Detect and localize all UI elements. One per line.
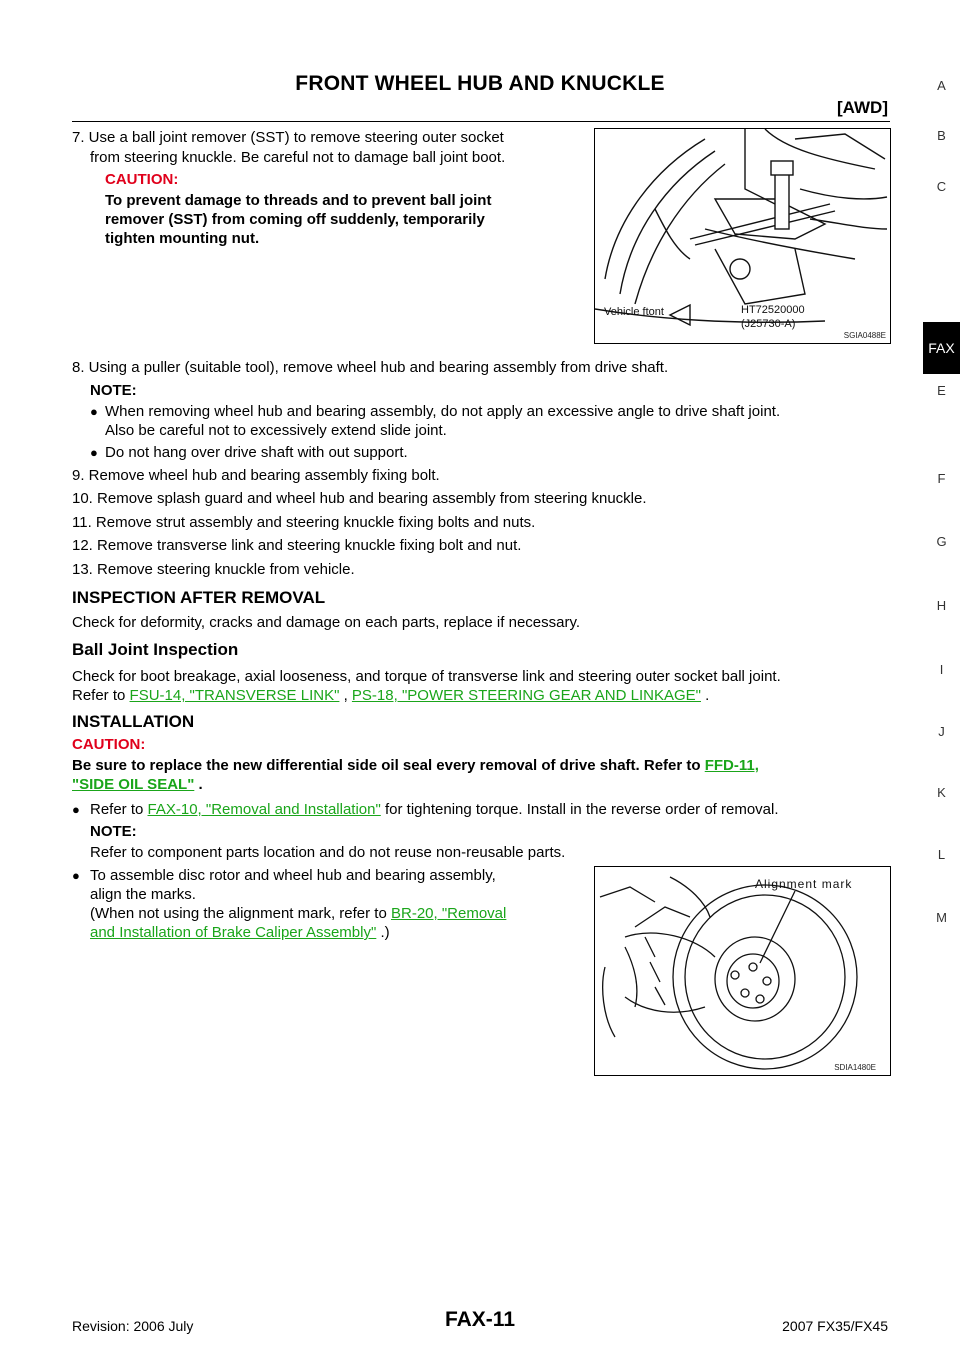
installation-bullet-1: [72, 800, 892, 819]
header-divider: [72, 121, 890, 122]
step-8-bullet-1: [90, 402, 890, 440]
vehicle-front-label: Vehicle ftont: [604, 306, 664, 318]
footer-model: 2007 FX35/FX45: [782, 1318, 888, 1334]
figure-1-id: SGIA0488E: [843, 331, 886, 340]
footer-revision: Revision: 2006 July: [72, 1318, 194, 1334]
step-9: 9. Remove wheel hub and bearing assembly fixing bolt.: [72, 467, 440, 484]
step-7-caution-line-2: remover (SST) from coming off suddenly, temporarily: [105, 211, 485, 228]
link-side-oil-seal[interactable]: "SIDE OIL SEAL": [72, 776, 195, 793]
step-10: 10. Remove splash guard and wheel hub and bearing assembly from steering knuckle.: [72, 490, 647, 507]
step-7-caution-line-3: tighten mounting nut.: [105, 230, 260, 247]
installation-bullet-2-line-2: align the marks.: [90, 886, 196, 903]
index-tab-e[interactable]: E: [937, 383, 946, 398]
step-7-caution-line-1: To prevent damage to threads and to prevent ball joint: [105, 192, 492, 209]
page-title: FRONT WHEEL HUB AND KNUCKLE: [295, 72, 665, 95]
index-tab-fax-active[interactable]: FAX: [923, 322, 960, 374]
disc-rotor-alignment-illustration: [595, 867, 890, 1075]
bullet-icon: ●: [90, 404, 98, 419]
installation-heading: INSTALLATION: [72, 712, 195, 731]
installation-bullet-2-prefix: (When not using the alignment mark, refer to: [90, 905, 387, 922]
installation-bullet-2-line-4: [90, 923, 584, 942]
index-tab-k[interactable]: K: [937, 785, 946, 800]
index-tab-a[interactable]: A: [937, 78, 946, 93]
installation-note-text: Refer to component parts location and do not reuse non-reusable parts.: [90, 844, 566, 861]
installation-caution-line-2: [72, 775, 203, 794]
index-tab-m[interactable]: M: [936, 910, 947, 925]
step-8-bullet-1-line-1: When removing wheel hub and bearing assembly, do not apply an excessive angle to drive shaft joint.: [105, 403, 781, 420]
step-12: 12. Remove transverse link and steering knuckle fixing bolt and nut.: [72, 537, 522, 554]
figure-2-id: SDIA1480E: [834, 1063, 876, 1072]
alignment-mark-label: Alignment mark: [755, 877, 853, 891]
refer-end: .: [705, 687, 710, 704]
step-8-bullet-1-line-2: Also be careful not to excessively extend slide joint.: [105, 422, 447, 439]
index-tab-f[interactable]: F: [937, 471, 946, 486]
installation-caution-line-1: [72, 756, 890, 775]
installation-caution-label: CAUTION:: [72, 736, 146, 753]
installation-bullet-2: [72, 866, 584, 942]
inspection-heading: INSPECTION AFTER REMOVAL: [72, 588, 326, 607]
installation-bullet-1-suffix: for tightening torque. Install in the reverse order of removal.: [384, 801, 779, 818]
installation-bullet-2-line-1: To assemble disc rotor and wheel hub and bearing assembly,: [90, 867, 496, 884]
step-8-bullet-2-text: Do not hang over drive shaft with out support.: [105, 444, 408, 461]
bullet-icon: ●: [72, 802, 80, 817]
link-separator: ,: [343, 687, 348, 704]
index-tab-j[interactable]: J: [938, 724, 945, 739]
ball-joint-remover-figure: [594, 128, 891, 344]
link-fsu-14-transverse-link[interactable]: FSU-14, "TRANSVERSE LINK": [129, 687, 340, 704]
bullet-icon: ●: [90, 445, 98, 460]
ball-joint-heading: Ball Joint Inspection: [72, 640, 239, 659]
index-tab-g[interactable]: G: [936, 534, 947, 549]
step-7-caution-label: CAUTION:: [105, 171, 179, 188]
tool-number-label-alt: (J25730-A): [741, 318, 796, 330]
installation-caution-text: Be sure to replace the new differential side oil seal every removal of drive shaft. Refer to: [72, 757, 701, 774]
step-7-line-1: 7. Use a ball joint remover (SST) to remove steering outer socket: [72, 129, 504, 146]
step-8-text: 8. Using a puller (suitable tool), remove wheel hub and bearing assembly from drive shaft.: [72, 359, 669, 376]
installation-note-label: NOTE:: [90, 823, 137, 840]
step-11: 11. Remove strut assembly and steering knuckle fixing bolts and nuts.: [72, 514, 536, 531]
step-13: 13. Remove steering knuckle from vehicle.: [72, 561, 355, 578]
link-br-20-removal[interactable]: BR-20, "Removal: [390, 905, 507, 922]
installation-bullet-2-line-3: [90, 904, 584, 923]
ball-joint-line-1: Check for boot breakage, axial looseness, and torque of transverse link and steering outer socket ball joint.: [72, 668, 781, 685]
installation-caution-end: .: [198, 776, 203, 793]
link-fax-10-removal-installation[interactable]: FAX-10, "Removal and Installation": [147, 801, 381, 818]
ball-joint-refer-line: [72, 686, 709, 705]
link-ps-18-power-steering[interactable]: PS-18, "POWER STEERING GEAR AND LINKAGE": [351, 687, 701, 704]
installation-bullet-2-end: .): [380, 924, 390, 941]
refer-prefix: Refer to: [72, 687, 126, 704]
index-tab-l[interactable]: L: [937, 847, 946, 862]
inspection-text: Check for deformity, cracks and damage on each parts, replace if necessary.: [72, 614, 581, 631]
index-tab-i[interactable]: I: [939, 662, 944, 677]
tool-number-label: HT72520000: [741, 304, 805, 316]
installation-bullet-1-prefix: Refer to: [90, 801, 144, 818]
footer-page-number: FAX-11: [444, 1308, 516, 1331]
link-br-20-brake-caliper-assembly[interactable]: and Installation of Brake Caliper Assembly": [90, 924, 377, 941]
alignment-mark-figure: [594, 866, 891, 1076]
step-7-line-2: from steering knuckle. Be careful not to damage ball joint boot.: [90, 149, 506, 166]
step-8-note-label: NOTE:: [90, 382, 137, 399]
index-tab-h[interactable]: H: [936, 598, 947, 613]
link-ffd-11[interactable]: FFD-11,: [704, 757, 759, 774]
index-tab-b[interactable]: B: [937, 128, 946, 143]
bullet-icon: ●: [72, 868, 80, 883]
page-subtitle: [AWD]: [837, 98, 888, 117]
step-8-bullet-2: [90, 443, 408, 462]
index-tab-c[interactable]: C: [936, 179, 947, 194]
